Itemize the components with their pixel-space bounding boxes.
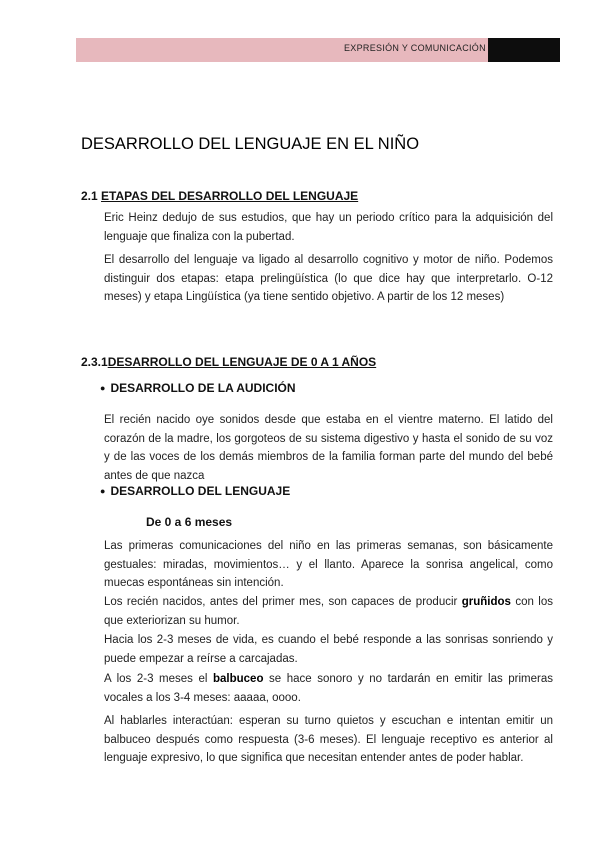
paragraph: Hacia los 2-3 meses de vida, es cuando el bebé responde a las sonrisas sonriendo y puede empezar a reírse a carcajadas. (104, 634, 553, 665)
section-heading-2-3-1 (81, 355, 376, 369)
paragraph: El recién nacido oye sonidos desde que estaba en el vientre materno. El latido del corazón de la madre, los gorgoteos de su sistema digestivo y hasta el sonido de su voz y de las voces de los demás miembros de la familia forman parte del mundo del bebé antes de que nazca (104, 414, 553, 482)
bullet-heading (100, 484, 290, 498)
section-title: ETAPAS DEL DESARROLLO DEL LENGUAJE (101, 189, 359, 203)
paragraph (104, 670, 553, 707)
text-run: se hace sonoro y no tardarán en emitir las primeras vocales a los 3-4 meses: aaaaa, oooo. (104, 673, 554, 704)
subheading: De 0 a 6 meses (146, 515, 233, 529)
header-label: EXPRESIÓN Y COMUNICACIÓN (344, 43, 486, 53)
section-number: 2.1 (81, 189, 98, 203)
bullet-icon: ● (100, 486, 106, 496)
header-block (488, 38, 560, 62)
paragraph (104, 593, 553, 630)
bold-term: balbuceo (212, 673, 264, 685)
bold-term: gruñidos (461, 596, 511, 608)
bullet-label: DESARROLLO DEL LENGUAJE (110, 484, 291, 498)
section-heading-2-1 (81, 189, 358, 203)
paragraph: Eric Heinz dedujo de sus estudios, que hay un periodo crítico para la adquisición del lenguaje que finaliza con la pubertad. (104, 212, 553, 243)
paragraph: El desarrollo del lenguaje va ligado al desarrollo cognitivo y motor de niño. Podemos distinguir dos etapas: etapa prelingüística (lo que dice hay que interpretarlo. O-12 meses) y etapa Lingüística (ya tiene sentido objetivo. A partir de los 12 meses) (104, 254, 553, 303)
section-number: 2.3.1 (81, 355, 108, 369)
paragraph: Al hablarles interactúan: esperan su turno quietos y escuchan e intentan emitir un balbuceo después como respuesta (3-6 meses). El lenguaje receptivo es anterior al lenguaje expresivo, lo que significa que necesitan entender antes de poder hablar. (104, 715, 553, 764)
text-run: A los 2-3 meses el (104, 673, 213, 685)
text-run: con los que exteriorizan su humor. (104, 596, 553, 627)
text-run: Los recién nacidos, antes del primer mes, son capaces de producir (104, 596, 462, 608)
section-title: DESARROLLO DEL LENGUAJE DE 0 A 1 AÑOS (107, 355, 377, 369)
page-title: DESARROLLO DEL LENGUAJE EN EL NIÑO (81, 135, 420, 153)
bullet-icon: ● (100, 383, 106, 393)
bullet-heading (100, 381, 296, 395)
bullet-label: DESARROLLO DE LA AUDICIÓN (110, 381, 296, 395)
paragraph: Las primeras comunicaciones del niño en las primeras semanas, son básicamente gestuales: miradas, movimientos… y el llanto. Aparece la sonrisa angelical, como muecas espontáneas sin intención. (104, 540, 553, 589)
